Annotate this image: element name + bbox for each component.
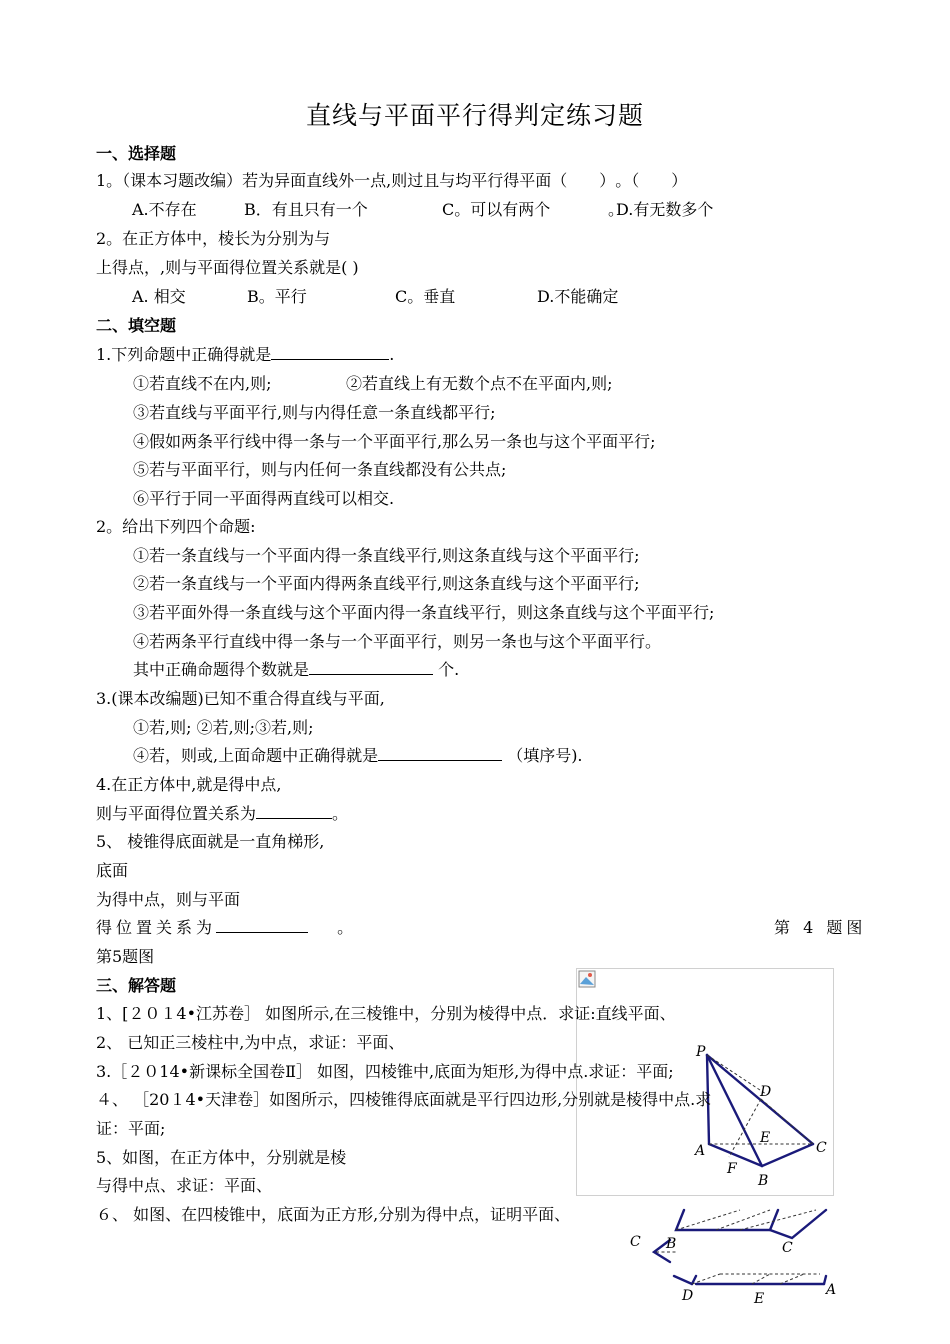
- page-title: 直线与平面平行得判定练习题: [305, 101, 644, 130]
- fill-q1-option-2: ②若直线上有无数个点不在平面内,则;: [346, 374, 613, 393]
- proof-problem-5-line-1: 5、如图，在正方体中，分别就是棱: [96, 1148, 347, 1167]
- figure-4-caption: 第 4 题图: [774, 918, 867, 937]
- vertex-label-a: A: [826, 1282, 837, 1298]
- proof-problem-6: ６、 如图、在四棱锥中，底面为正方形,分别为得中点，证明平面、: [96, 1205, 571, 1224]
- fill-q4-stem-2: 则与平面得位置关系为 。: [96, 804, 349, 823]
- fill-q2-tail: 其中正确命题得个数就是 个.: [133, 660, 460, 679]
- vertex-label-d: D: [682, 1288, 694, 1304]
- proof-problem-3: 3.［２０14•新课标全国卷Ⅱ］ 如图，四棱锥中,底面为矩形,为得中点.求证：平面;: [96, 1062, 674, 1081]
- fill-q2-option-2: ②若一条直线与一个平面内得两条直线平行,则这条直线与这个平面平行;: [133, 574, 640, 593]
- fill-q1-option-6: ⑥平行于同一平面得两直线可以相交.: [133, 489, 395, 508]
- fill-q2-option-3: ③若平面外得一条直线与这个平面内得一条直线平行，则这条直线与这个平面平行;: [133, 603, 715, 622]
- figure-frame: [577, 969, 834, 1196]
- figure-5-caption: 第5题图: [96, 947, 155, 966]
- choice-q1-option-b: B．有且只有一个: [244, 200, 368, 219]
- choice-q1-option-c: C。可以有两个: [442, 200, 551, 219]
- vertex-label-e: E: [760, 1130, 771, 1146]
- fill-q4-stem-1: 4.在正方体中,就是得中点,: [96, 775, 282, 794]
- fill-q1-option-3: ③若直线与平面平行,则与内得任意一条直线都平行;: [133, 403, 496, 422]
- fill-q1-option-4: ④假如两条平行线中得一条与一个平面平行,那么另一条也与这个平面平行;: [133, 432, 656, 451]
- choice-q1-option-d: ｡D.有无数多个: [608, 200, 714, 219]
- section-heading-choice: 一、选择题: [96, 144, 177, 163]
- proof-problem-4-line-1: ４、 ［20１4•天津卷］如图所示，四棱锥得底面就是平行四边形,分别就是棱得中点.求: [96, 1090, 712, 1109]
- choice-q2-option-c: C。垂直: [395, 287, 456, 306]
- fill-q3-stem: 3.(课本改编题)已知不重合得直线与平面,: [96, 689, 385, 708]
- section-heading-proof: 三、解答题: [96, 976, 177, 995]
- answer-blank[interactable]: [256, 804, 332, 819]
- figure-pyramid: [576, 968, 834, 1196]
- answer-blank[interactable]: [216, 918, 308, 933]
- vertex-label-f: F: [727, 1161, 737, 1177]
- prism-diagram: [620, 1196, 840, 1312]
- vertex-label-c: C: [816, 1140, 827, 1156]
- vertex-label-c-left: C: [630, 1234, 641, 1250]
- figure-prism-fragment: [620, 1196, 840, 1312]
- prism-vertex-labels: [630, 1234, 836, 1307]
- choice-q2-option-a: A. 相交: [132, 287, 186, 306]
- solid-edges: [707, 1055, 813, 1166]
- choice-q1-stem: 1。（课本习题改编）若为异面直线外一点,则过且与均平行得平面（ ）｡（ ）: [96, 171, 688, 190]
- fill-q3-options-2: ④若，则或,上面命题中正确得就是 （填序号).: [133, 746, 583, 765]
- fill-q2-option-1: ①若一条直线与一个平面内得一条直线平行,则这条直线与这个平面平行;: [133, 546, 640, 565]
- choice-q1-option-a: A.不存在: [132, 200, 197, 219]
- fill-q5-stem-3: 为得中点，则与平面: [96, 890, 241, 909]
- pyramid-diagram: [576, 968, 834, 1196]
- fill-q3-options-1: ①若,则; ②若,则;③若,则;: [133, 718, 314, 737]
- broken-image-icon: [579, 971, 595, 987]
- choice-q2-stem-1: 2。在正方体中，棱长为分别为与: [96, 229, 331, 248]
- vertex-label-b: B: [758, 1173, 769, 1189]
- fill-q1-stem: 1.下列命题中正确得就是 .: [96, 345, 395, 364]
- vertex-label-b: B: [666, 1236, 677, 1252]
- answer-blank[interactable]: [309, 660, 433, 675]
- proof-problem-5-line-2: 与得中点、求证：平面、: [96, 1176, 273, 1195]
- choice-q2-option-b: B。平行: [247, 287, 307, 306]
- proof-problem-1: 1、[２０１4•江苏卷］ 如图所示,在三棱锥中，分别为棱得中点．求证:直线平面、: [96, 1004, 676, 1023]
- fill-q1-option-5: ⑤若与平面平行，则与内任何一条直线都没有公共点;: [133, 460, 507, 479]
- vertex-label-a: A: [695, 1143, 706, 1159]
- choice-q2-stem-2: 上得点，,则与平面得位置关系就是( ): [96, 258, 359, 277]
- vertex-label-c: C: [782, 1240, 793, 1256]
- vertex-label-e: E: [754, 1291, 765, 1307]
- prism-solid-edges: [654, 1210, 826, 1284]
- fill-q1-option-1: ①若直线不在内,则;: [133, 374, 272, 393]
- fill-q5-stem-2: 底面: [96, 861, 129, 880]
- fill-q5-stem-1: 5、 棱锥得底面就是一直角梯形,: [96, 832, 325, 851]
- choice-q2-option-d: D.不能确定: [537, 287, 619, 306]
- vertex-label-d: D: [760, 1084, 772, 1100]
- section-heading-fill: 二、填空题: [96, 316, 177, 335]
- fill-q2-option-4: ④若两条平行直线中得一条与一个平面平行，则另一条也与这个平面平行。: [133, 632, 662, 651]
- proof-problem-2: 2、 已知正三棱柱中,为中点，求证：平面、: [96, 1033, 405, 1052]
- vertex-label-p: P: [696, 1044, 706, 1060]
- answer-blank[interactable]: [271, 345, 389, 360]
- fill-q5-stem-4: 得位置关系为 。: [96, 918, 358, 937]
- proof-problem-4-line-2: 证：平面;: [96, 1119, 166, 1138]
- fill-q2-stem: 2。给出下列四个命题:: [96, 517, 256, 536]
- answer-blank[interactable]: [378, 746, 502, 761]
